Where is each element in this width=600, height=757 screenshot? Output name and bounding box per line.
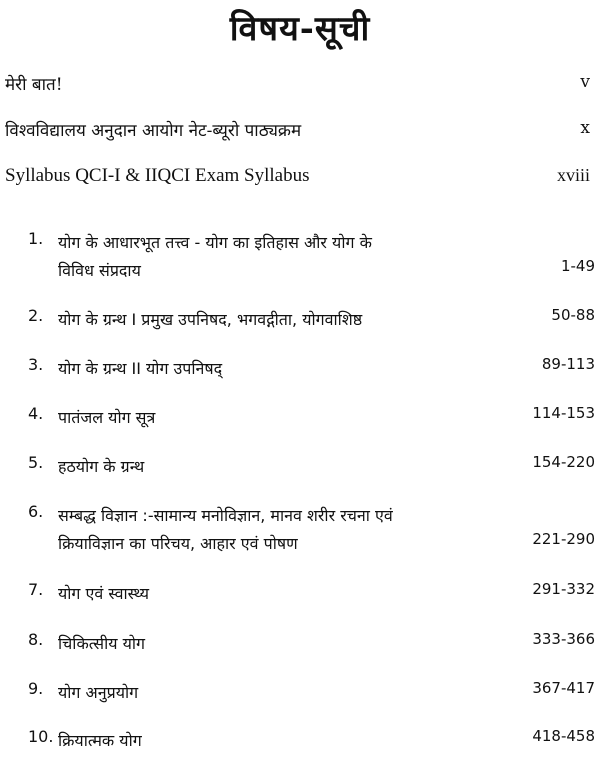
chapter-title (58, 502, 478, 558)
chapter-number: 3. (28, 355, 44, 374)
chapter-title (58, 229, 478, 285)
chapter-title (58, 679, 478, 707)
chapter-title-line: क्रियाविज्ञान का परिचय, आहार एवं पोषण (58, 534, 298, 553)
chapter-number: 1. (28, 229, 44, 248)
chapter-pages: 418-458 (532, 727, 595, 745)
chapter-entry (28, 306, 595, 334)
chapter-entry (28, 404, 595, 432)
chapter-pages: 221-290 (532, 530, 595, 548)
chapter-title-line: सम्बद्ध विज्ञान :-सामान्य मनोविज्ञान, मानव शरीर रचना एवं (58, 506, 393, 525)
chapter-pages: 89-113 (541, 355, 595, 373)
chapter-number: 8. (28, 630, 44, 649)
chapter-title (58, 630, 478, 658)
chapter-title-line: हठयोग के ग्रन्थ (58, 457, 145, 476)
entry-label: विश्वविद्यालय अनुदान आयोग नेट-ब्यूरो पाठ्यक्रम (5, 121, 302, 141)
chapter-number: 7. (28, 580, 44, 599)
chapter-pages: 154-220 (532, 453, 595, 471)
chapter-entry (28, 502, 595, 558)
chapter-pages: 367-417 (532, 679, 595, 697)
chapter-title-line: योग के आधारभूत तत्त्व - योग का इतिहास और योग के (58, 233, 372, 252)
chapter-entry (28, 229, 595, 285)
chapter-entry (28, 679, 595, 707)
chapter-entry (28, 453, 595, 481)
chapter-title (58, 580, 478, 608)
entry-label: मेरी बात! (5, 75, 63, 95)
chapter-title-line: योग के ग्रन्थ II योग उपनिषद् (58, 359, 223, 378)
chapter-number: 2. (28, 306, 44, 325)
chapter-number: 9. (28, 679, 44, 698)
chapter-title-line: योग एवं स्वास्थ्य (58, 584, 149, 603)
chapter-pages: 50-88 (551, 306, 595, 324)
chapter-title (58, 355, 478, 383)
entry-page: v (580, 72, 590, 92)
chapter-title-line: विविध संप्रदाय (58, 261, 141, 280)
prelim-entry (5, 118, 590, 142)
chapter-entry (28, 355, 595, 383)
chapter-entry (28, 630, 595, 658)
chapter-number: 6. (28, 502, 44, 521)
entry-label: Syllabus QCI-I & IIQCI Exam Syllabus (5, 165, 310, 186)
prelim-entry (5, 165, 590, 191)
chapter-title-line: योग के ग्रन्थ I प्रमुख उपनिषद, भगवद्गीता, योगवाशिष्ठ (58, 310, 363, 329)
entry-page: x (580, 118, 590, 138)
prelim-entry (5, 72, 590, 96)
chapter-title-line: क्रियात्मक योग (58, 731, 142, 750)
chapter-title-line: पातंजल योग सूत्र (58, 408, 156, 427)
chapter-entry (28, 727, 595, 755)
chapter-number: 5. (28, 453, 44, 472)
chapter-pages: 291-332 (532, 580, 595, 598)
chapter-title (58, 453, 478, 481)
chapter-pages: 333-366 (532, 630, 595, 648)
chapter-number: 4. (28, 404, 44, 423)
chapter-title-line: योग अनुप्रयोग (58, 683, 139, 702)
page-title: विषय-सूची (229, 9, 371, 49)
chapter-title (58, 404, 478, 432)
chapter-title-line: चिकित्सीय योग (58, 634, 146, 653)
chapter-entry (28, 580, 595, 608)
chapter-pages: 1-49 (560, 257, 595, 275)
chapter-number: 10. (28, 727, 54, 746)
chapter-pages: 114-153 (532, 404, 595, 422)
entry-page: xviii (556, 165, 590, 185)
chapter-title (58, 306, 478, 334)
chapter-title (58, 727, 478, 755)
